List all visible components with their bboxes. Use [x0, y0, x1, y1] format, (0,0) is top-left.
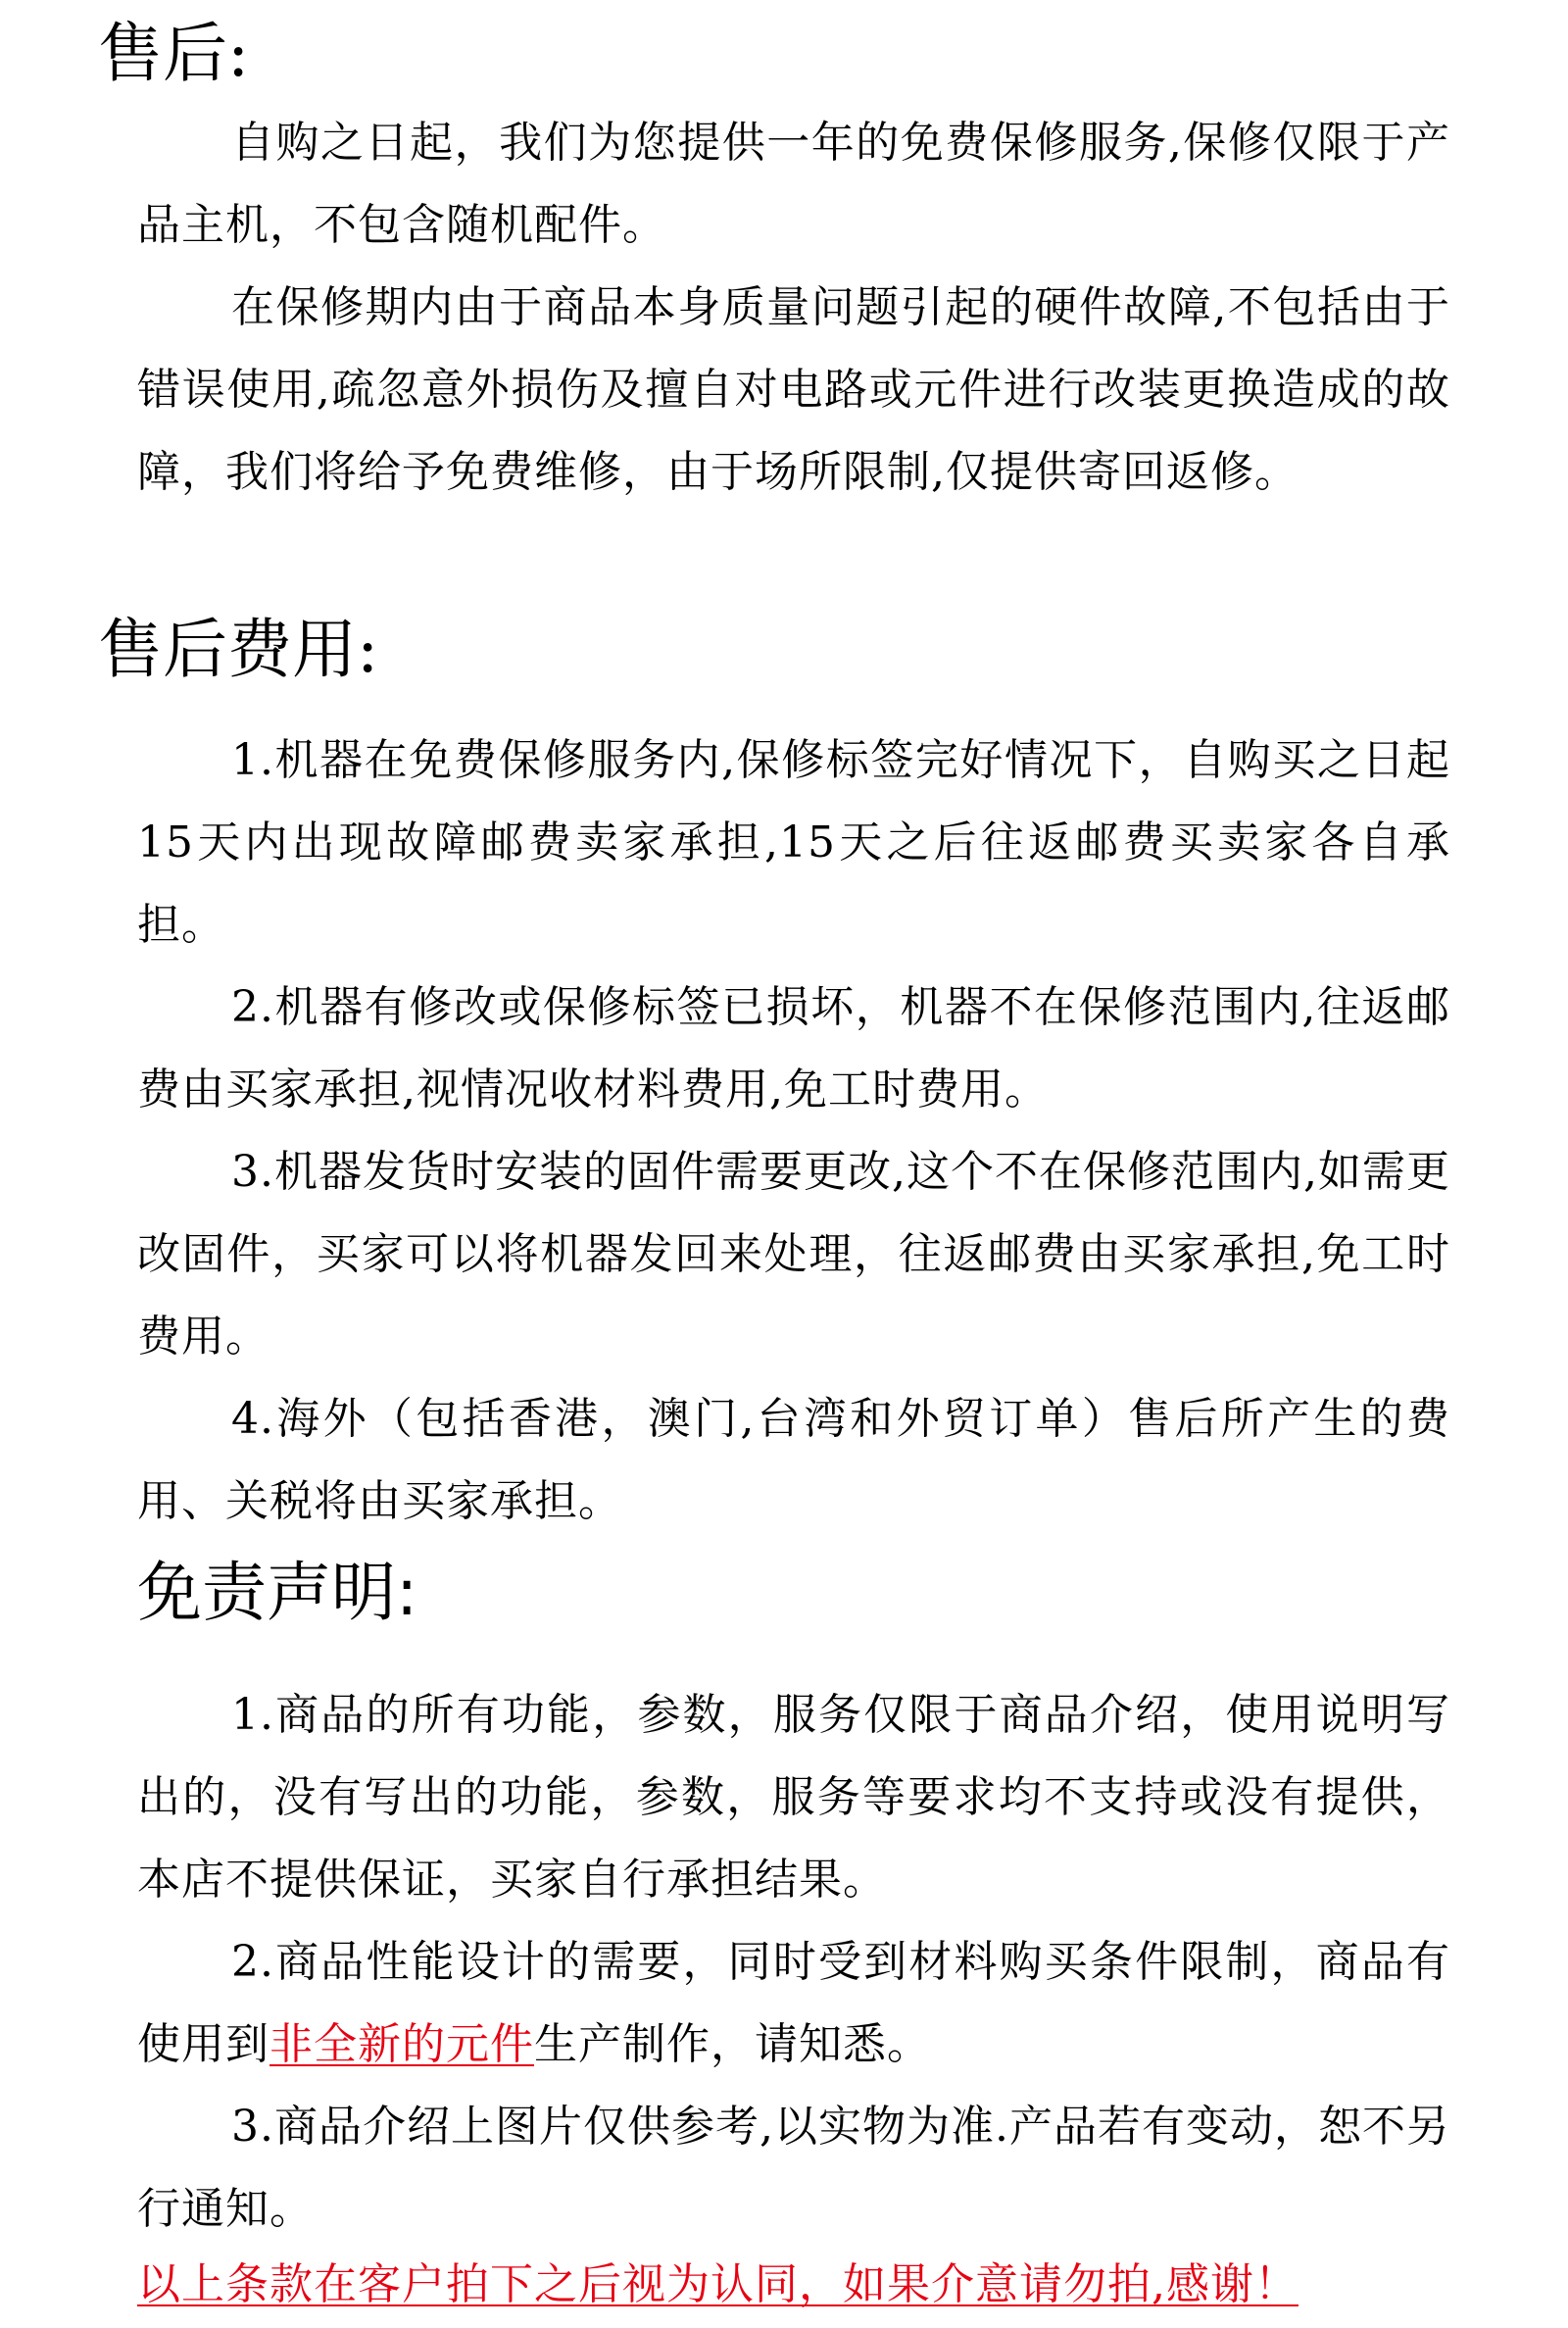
fee-item-4: 4.海外（包括香港，澳门,台湾和外贸订单）售后所产生的费用、关税将由买家承担。	[137, 1394, 1450, 1526]
fee-item-2: 2.机器有修改或保修标签已损坏，机器不在保修范围内,往返邮费由买家承担,视情况收材料费用,免工时费用。	[137, 982, 1450, 1114]
non-new-components-highlight: 非全新的元件	[270, 2019, 534, 2069]
disclaimer-item-3: 3.商品介绍上图片仅供参考,以实物为准.产品若有变动，恕不另行通知。	[137, 2102, 1450, 2234]
disclaimer-item-2-text-before: 2.商品性能设计的需要，同时受到材料购买条件限制，商品有使用到	[137, 1937, 1450, 2069]
after-sales-fees-heading: 售后费用:	[98, 612, 379, 687]
fee-item-1: 1.机器在免费保修服务内,保修标签完好情况下，自购买之日起15天内出现故障邮费卖家承担,15天之后往返邮费买卖家各自承担。	[137, 735, 1450, 950]
fee-item-3: 3.机器发货时安装的固件需要更改,这个不在保修范围内,如需更改固件，买家可以将机器发回来处理，往返邮费由买家承担,免工时费用。	[137, 1147, 1450, 1362]
final-agreement-note: 以上条款在客户拍下之后视为认同，如果介意请勿拍,感谢！	[137, 2259, 1298, 2309]
disclaimer-item-2	[137, 1921, 1450, 2086]
after-sales-heading: 售后:	[98, 16, 250, 91]
disclaimer-heading: 免责声明:	[137, 1555, 418, 1630]
after-sales-paragraph-2: 在保修期内由于商品本身质量问题引起的硬件故障,不包括由于错误使用,疏忽意外损伤及擅自对电路或元件进行改装更换造成的故障，我们将给予免费维修，由于场所限制,仅提供寄回返修。	[137, 282, 1450, 497]
disclaimer-item-2-text-after: 生产制作，请知悉。	[534, 2019, 931, 2069]
disclaimer-item-1: 1.商品的所有功能，参数，服务仅限于商品介绍，使用说明写出的，没有写出的功能，参数，服务等要求均不支持或没有提供，本店不提供保证，买家自行承担结果。	[137, 1690, 1450, 1905]
after-sales-paragraph-1: 自购之日起，我们为您提供一年的免费保修服务,保修仅限于产品主机，不包含随机配件。	[137, 118, 1450, 250]
